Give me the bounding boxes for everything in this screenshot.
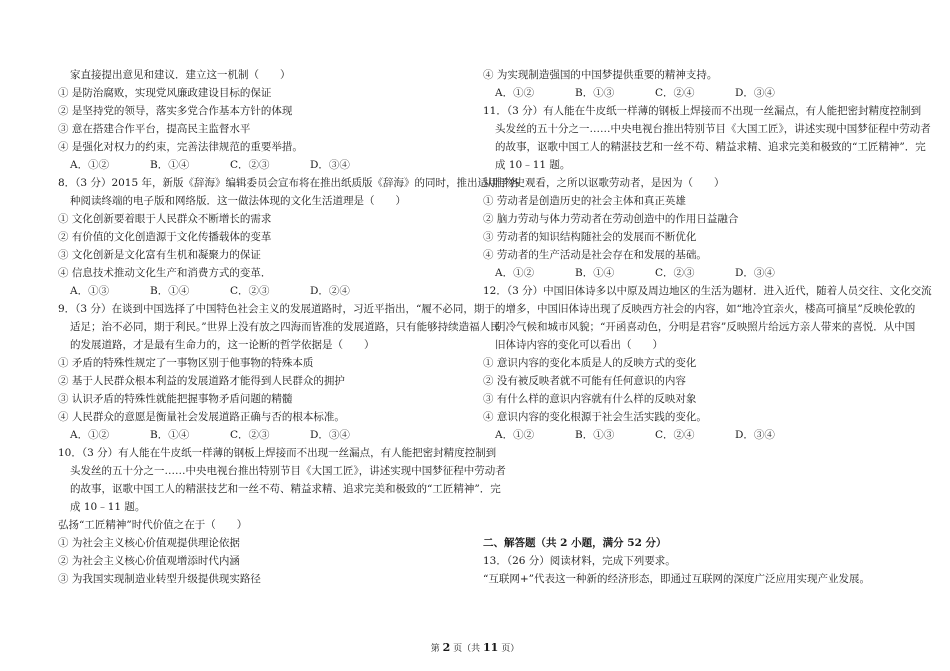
answer-option: C．②③ bbox=[230, 285, 270, 297]
answer-option: A．①② bbox=[495, 87, 535, 99]
text-line: ① 文化创新要着眼于人民群众不断增长的需求 bbox=[58, 213, 272, 225]
answer-option: B．①③ bbox=[575, 87, 615, 99]
answer-option: D．③④ bbox=[310, 429, 350, 441]
text-line: 13．（26 分）阅读材料，完成下列要求。 bbox=[483, 555, 676, 567]
text-line: ③ 文化创新是文化富有生机和凝聚力的保证 bbox=[58, 249, 261, 261]
text-line: ② 是坚持党的领导，落实多党合作基本方针的体现 bbox=[58, 105, 293, 117]
text-line: ④ 信息技术推动文化生产和消费方式的变革． bbox=[58, 267, 272, 279]
text-line: 头发丝的五十分之一……中央电视台推出特别节目《大国工匠》，讲述实现中国梦征程中劳动者 bbox=[495, 123, 931, 135]
answer-option: A．①② bbox=[70, 429, 110, 441]
text-line: ② 基于人民群众根本利益的发展道路才能得到人民群众的拥护 bbox=[58, 375, 345, 387]
answer-option: A．①② bbox=[495, 429, 535, 441]
answer-option: C．②③ bbox=[230, 429, 270, 441]
answer-option: A．①② bbox=[70, 159, 110, 171]
section-heading: 二、解答题（共 2 小题，满分 52 分） bbox=[483, 537, 667, 549]
answer-option: C．②④ bbox=[655, 87, 695, 99]
answer-options bbox=[58, 156, 470, 174]
text-line: ③ 劳动者的知识结构随社会的发展而不断优化 bbox=[483, 231, 697, 243]
right-column bbox=[483, 66, 932, 588]
text-line: 弘扬“工匠精神”时代价值之在于（ ） bbox=[58, 519, 248, 531]
answer-options bbox=[58, 426, 470, 444]
text-line: 成 10﹣11 题。 bbox=[495, 159, 571, 171]
text-line: ① 为社会主义核心价值观提供理论依据 bbox=[58, 537, 240, 549]
blank-space bbox=[483, 516, 901, 534]
text-line: 的故事，讴歌中国工人的精湛技艺和一丝不苟、精益求精、追求完美和极致的“工匠精神”．完 bbox=[70, 483, 501, 495]
page-footer bbox=[0, 639, 950, 658]
answer-option: D．③④ bbox=[735, 429, 775, 441]
text-line: ② 脑力劳动与体力劳动者在劳动创造中的作用日益融合 bbox=[483, 213, 739, 225]
text-line: 的发展道路，才是最有生命力的，这一论断的哲学依据是（ ） bbox=[70, 339, 375, 351]
text-line: ② 没有被反映者就不可能有任何意识的内容 bbox=[483, 375, 686, 387]
text-line: ① 意识内容的变化本质是人的反映方式的变化 bbox=[483, 357, 697, 369]
text-line: ④ 意识内容的变化根源于社会生活实践的变化。 bbox=[483, 411, 707, 423]
text-line: ④ 人民群众的意愿是衡量社会发展道路正确与否的根本标准。 bbox=[58, 411, 345, 423]
text-line: ① 是防治腐败，实现党风廉政建设目标的保证 bbox=[58, 87, 272, 99]
text-line: 11．（3 分）有人能在牛皮纸一样薄的钢板上焊接而不出现一丝漏点，有人能把密封精度控制到 bbox=[483, 105, 922, 117]
text-line: 家直接提出意见和建议．建立这一机制（ ） bbox=[70, 69, 291, 81]
text-line: 12．（3 分）中国旧体诗多以中原及周边地区的生活为题材．进入近代，随着人员交往、文化交流 bbox=[483, 285, 932, 297]
text-line: ① 矛盾的特殊性规定了一事物区别于他事物的特殊本质 bbox=[58, 357, 314, 369]
text-line: 适足；治不必同，期于利民。”世界上没有放之四海而皆准的发展道路，只有能够持续造福人民 bbox=[70, 321, 501, 333]
text-line: 8．（3 分）2015 年，新版《辞海》编辑委员会宣布将在推出纸质版《辞海》的同时，推出适用于各 bbox=[58, 177, 520, 189]
answer-option: C．②④ bbox=[655, 429, 695, 441]
left-column bbox=[58, 66, 520, 588]
text-line: “互联网+”代表这一种新的经济形态，即通过互联网的深度广泛应用实现产业发展。 bbox=[483, 573, 871, 585]
answer-option: A．①③ bbox=[70, 285, 110, 297]
answer-option: B．①③ bbox=[575, 429, 615, 441]
text-line: 头发丝的五十分之一……中央电视台推出特别节目《大国工匠》，讲述实现中国梦征程中劳动者 bbox=[70, 465, 506, 477]
answer-option: B．①④ bbox=[150, 429, 190, 441]
text-line: 的增多，中国旧体诗出现了反映西方社会的内容，如“地冷宜亲火，楼高可摘星”反映伦敦的 bbox=[495, 303, 916, 315]
page-number: 2 bbox=[442, 641, 451, 654]
text-line: ② 为社会主义核心价值观增添时代内涵 bbox=[58, 555, 240, 567]
text-line: 从唯物史观看，之所以讴歌劳动者，是因为（ ） bbox=[483, 177, 725, 189]
blank-space bbox=[483, 462, 901, 480]
page-total: 11 bbox=[483, 641, 499, 654]
text-line: ④ 为实现制造强国的中国梦提供重要的精神支持。 bbox=[483, 69, 718, 81]
answer-option: B．①④ bbox=[150, 159, 190, 171]
text-line: ④ 是强化对权力的约束，完善法律规范的重要举措。 bbox=[58, 141, 303, 153]
answer-option: C．②③ bbox=[655, 267, 695, 279]
text-line: ③ 为我国实现制造业转型升级提供现实路径 bbox=[58, 573, 261, 585]
answer-option: D．③④ bbox=[735, 267, 775, 279]
text-line: 的故事，讴歌中国工人的精湛技艺和一丝不苟、精益求精、追求完美和极致的“工匠精神”．完 bbox=[495, 141, 926, 153]
text-line: 旧体诗内容的变化可以看出（ ） bbox=[495, 339, 663, 351]
footer-prefix: 第 bbox=[430, 644, 443, 654]
text-line: ① 劳动者是创造历史的社会主体和真正英雄 bbox=[483, 195, 686, 207]
text-line: ③ 认识矛盾的特殊性就能把握事物矛盾问题的精髓 bbox=[58, 393, 293, 405]
text-line: 阴冷气候和城市风貌；“开函喜动色，分明是君容”反映照片给远方亲人带来的喜悦．从中国 bbox=[495, 321, 916, 333]
answer-options bbox=[483, 264, 901, 282]
text-line: 10．（3 分）有人能在牛皮纸一样薄的钢板上焊接而不出现一丝漏点，有人能把密封精度控制到 bbox=[58, 447, 497, 459]
text-line: ③ 有什么样的意识内容就有什么样的反映对象 bbox=[483, 393, 697, 405]
text-line: 成 10﹣11 题。 bbox=[70, 501, 146, 513]
text-line: 种阅读终端的电子版和网络版．这一做法体现的文化生活道理是（ ） bbox=[70, 195, 406, 207]
answer-options bbox=[483, 84, 901, 102]
text-line: ③ 意在搭建合作平台，提高民主监督水平 bbox=[58, 123, 251, 135]
answer-option: A．①② bbox=[495, 267, 535, 279]
blank-space bbox=[483, 480, 901, 498]
text-line: ④ 劳动者的生产活动是社会存在和发展的基础。 bbox=[483, 249, 707, 261]
answer-option: B．①④ bbox=[575, 267, 615, 279]
answer-option: B．①④ bbox=[150, 285, 190, 297]
blank-space bbox=[483, 498, 901, 516]
footer-suffix: 页） bbox=[498, 644, 520, 654]
answer-option: D．②④ bbox=[310, 285, 350, 297]
text-line: ② 有价值的文化创造源于文化传播载体的变革 bbox=[58, 231, 272, 243]
answer-option: D．③④ bbox=[310, 159, 350, 171]
answer-options bbox=[483, 426, 901, 444]
answer-options bbox=[58, 282, 470, 300]
answer-option: C．②③ bbox=[230, 159, 270, 171]
text-line: 9．（3 分）在谈到中国选择了中国特色社会主义的发展道路时，习近平指出，“履不必同，期于 bbox=[58, 303, 495, 315]
answer-option: D．③④ bbox=[735, 87, 775, 99]
blank-space bbox=[483, 444, 901, 462]
footer-middle: 页（共 bbox=[450, 644, 484, 654]
